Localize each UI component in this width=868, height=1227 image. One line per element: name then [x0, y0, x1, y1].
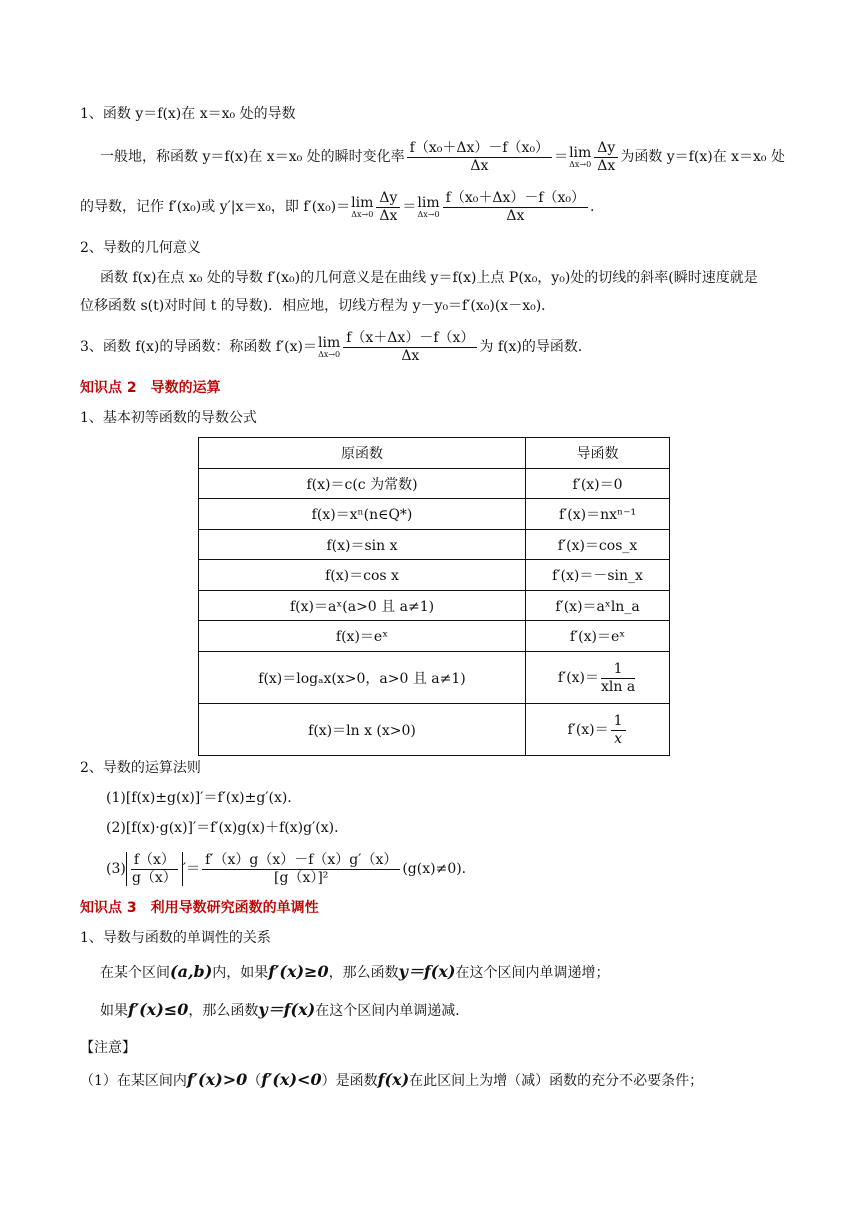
interval-ab: (a,b) — [170, 962, 213, 981]
line2-text-a: 如果 — [100, 1003, 128, 1019]
dy-dx-fraction — [376, 190, 400, 224]
quotient-inner-fraction — [131, 852, 178, 886]
item1-definition-line2 — [80, 190, 595, 224]
limit-operator — [417, 196, 439, 219]
cell-function: f(x)＝sin x — [199, 530, 526, 560]
dx-denominator: Δx — [597, 158, 616, 174]
quotient-condition: (g(x)≠0)． — [402, 861, 476, 877]
rule-3 — [106, 852, 476, 886]
quotient-denominator: [g（x）]² — [274, 870, 329, 886]
cell-function: f(x)＝aˣ(a>0 且 a≠1) — [199, 591, 526, 621]
header-original-function: 原函数 — [199, 438, 526, 469]
fraction-denominator: xln a — [601, 678, 636, 695]
limit-operator — [351, 196, 373, 219]
condition-negative: f′(x)<0 — [261, 1070, 322, 1089]
derivative-denominator: Δx — [401, 348, 420, 364]
lim-word: lim — [417, 194, 440, 211]
table-header-row — [199, 438, 670, 469]
line1-text-a: 在某个区间 — [100, 965, 170, 981]
cell-function: f(x)＝ln x (x>0) — [199, 704, 526, 756]
lim-word: lim — [351, 194, 374, 211]
table-row — [199, 652, 670, 704]
equals-sign: ＝ — [554, 149, 569, 165]
function-y: y＝f(x) — [398, 962, 456, 981]
fraction-numerator: 1 — [611, 713, 626, 731]
line1-text-c: ，那么函数 — [328, 965, 399, 981]
dy-dx-fraction — [594, 140, 618, 174]
cell-derivative — [526, 704, 670, 756]
period: . — [590, 199, 595, 215]
prime-equals: ′＝ — [182, 861, 201, 877]
line2-text-c: 在这个区间内单调递减． — [315, 1003, 470, 1019]
increment-numerator: f（x₀＋Δx）－f（x₀） — [407, 140, 552, 158]
lim-word: lim — [569, 144, 592, 161]
item2-text-a: 函数 f(x)在点 x₀ 处的导数 f′(x₀)的几何意义是在曲线 y＝f(x)上点 P(x₀，y₀)处的切线的斜率(瞬时速度就是 — [100, 270, 758, 286]
fraction-numerator: 1 — [601, 661, 635, 679]
condition-positive: f′(x)>0 — [186, 1070, 248, 1089]
item2-text-b: 位移函数 s(t)对时间 t 的导数)．相应地，切线方程为 y－y₀＝f′(x₀)(x－x₀)． — [80, 298, 556, 314]
table-row — [199, 560, 670, 591]
item1-title: 1、函数 y＝f(x)在 x＝x₀ 处的导数 — [80, 106, 296, 122]
cell-derivative — [526, 652, 670, 704]
monotonicity-title: 1、导数与函数的单调性的关系 — [80, 930, 271, 946]
increment-denominator: Δx — [506, 208, 525, 224]
increment-fraction — [443, 190, 588, 224]
cell-derivative: f′(x)＝eˣ — [526, 621, 670, 652]
cell-derivative: f′(x)＝－sin_x — [526, 560, 670, 591]
derivative-prefix: f′(x)＝ — [557, 669, 600, 686]
condition-nonnegative: f′(x)≥0 — [268, 962, 329, 981]
inner-numerator: f（x） — [131, 852, 178, 870]
table-row — [199, 621, 670, 652]
rule-1: (1)[f(x)±g(x)]′＝f′(x)±g′(x)． — [106, 790, 302, 806]
item1-text-c: 的导数，记作 f′(x₀)或 y′|x＝x₀，即 f′(x₀)＝ — [80, 199, 351, 215]
lim-subscript: Δx→0 — [569, 159, 592, 169]
function-y: y＝f(x) — [258, 1000, 316, 1019]
table-row — [199, 499, 670, 530]
note1-text-b: ）是函数 — [321, 1073, 378, 1089]
section-heading-2: 知识点 2 导数的运算 — [80, 380, 221, 396]
note1-text-c: 在此区间上为增（减）函数的充分不必要条件； — [409, 1073, 704, 1089]
item3-text-a: 3、函数 f(x)的导函数：称函数 f′(x)＝ — [80, 339, 317, 355]
cell-function: f(x)＝xⁿ(n∈Q*) — [199, 499, 526, 530]
note1-paren: （ — [247, 1073, 262, 1089]
note-1 — [80, 1070, 703, 1091]
item2-title: 2、导数的几何意义 — [80, 240, 201, 256]
dy-numerator: Δy — [376, 190, 400, 208]
quotient-numerator: f′（x）g（x）－f（x）g′（x） — [202, 852, 400, 870]
table-row — [199, 530, 670, 560]
lim-subscript: Δx→0 — [318, 349, 341, 359]
cell-derivative: f′(x)＝cos_x — [526, 530, 670, 560]
line1-text-d: 在这个区间内单调递增； — [455, 965, 610, 981]
monotonic-decrease-line — [100, 1000, 469, 1021]
item1-text-b: 为函数 y＝f(x)在 x＝x₀ 处 — [620, 149, 785, 165]
cell-derivative: f′(x)＝0 — [526, 469, 670, 499]
dx-denominator: Δx — [379, 208, 398, 224]
derivative-prefix: f′(x)＝ — [567, 721, 609, 738]
function-f: f(x) — [377, 1070, 410, 1089]
lim-subscript: Δx→0 — [351, 209, 374, 219]
limit-operator — [569, 146, 591, 169]
condition-nonpositive: f′(x)≤0 — [128, 1000, 189, 1019]
formula-table-title: 1、基本初等函数的导数公式 — [80, 410, 257, 426]
lim-word: lim — [318, 334, 341, 351]
quotient-brackets — [126, 852, 183, 886]
item1-definition-line1 — [100, 140, 785, 174]
note-label: 【注意】 — [80, 1040, 136, 1056]
note1-text-a: （1）在某区间内 — [80, 1073, 187, 1089]
table-row — [199, 469, 670, 499]
cell-function: f(x)＝c(c 为常数) — [199, 469, 526, 499]
derivative-formula-table — [198, 437, 670, 756]
monotonic-increase-line — [100, 962, 609, 983]
inner-denominator: g（x） — [131, 870, 177, 886]
section-heading-3: 知识点 3 利用导数研究函数的单调性 — [80, 900, 319, 916]
derivative-numerator: f（x＋Δx）－f（x） — [343, 330, 477, 348]
rule-3-label: (3) — [106, 861, 126, 877]
item1-text-a: 一般地，称函数 y＝f(x)在 x＝x₀ 处的瞬时变化率 — [100, 149, 405, 165]
rule-2: (2)[f(x)·g(x)]′＝f′(x)g(x)＋f(x)g′(x)． — [106, 820, 349, 836]
ln-derivative-fraction — [611, 713, 626, 747]
rules-title: 2、导数的运算法则 — [80, 760, 201, 776]
lim-subscript: Δx→0 — [417, 209, 440, 219]
cell-derivative: f′(x)＝nxⁿ⁻¹ — [526, 499, 670, 530]
fraction-denominator: x — [614, 730, 623, 747]
item3-line — [80, 330, 592, 364]
equals-sign: ＝ — [402, 199, 417, 215]
cell-function: f(x)＝logₐx(x>0，a>0 且 a≠1) — [199, 652, 526, 704]
line2-text-b: ，那么函数 — [188, 1003, 259, 1019]
increment-fraction — [407, 140, 552, 174]
table-row — [199, 591, 670, 621]
quotient-rule-fraction — [202, 852, 400, 886]
cell-derivative: f′(x)＝aˣln_a — [526, 591, 670, 621]
line1-text-b: 内，如果 — [212, 965, 269, 981]
table-row — [199, 704, 670, 756]
cell-function: f(x)＝cos x — [199, 560, 526, 591]
derivative-fraction — [343, 330, 477, 364]
increment-denominator: Δx — [470, 158, 489, 174]
dy-numerator: Δy — [594, 140, 618, 158]
limit-operator — [318, 336, 340, 359]
item3-text-b: 为 f(x)的导函数． — [479, 339, 592, 355]
header-derivative: 导函数 — [526, 438, 670, 469]
cell-function: f(x)＝eˣ — [199, 621, 526, 652]
log-derivative-fraction — [601, 661, 635, 695]
increment-numerator: f（x₀＋Δx）－f（x₀） — [443, 190, 588, 208]
